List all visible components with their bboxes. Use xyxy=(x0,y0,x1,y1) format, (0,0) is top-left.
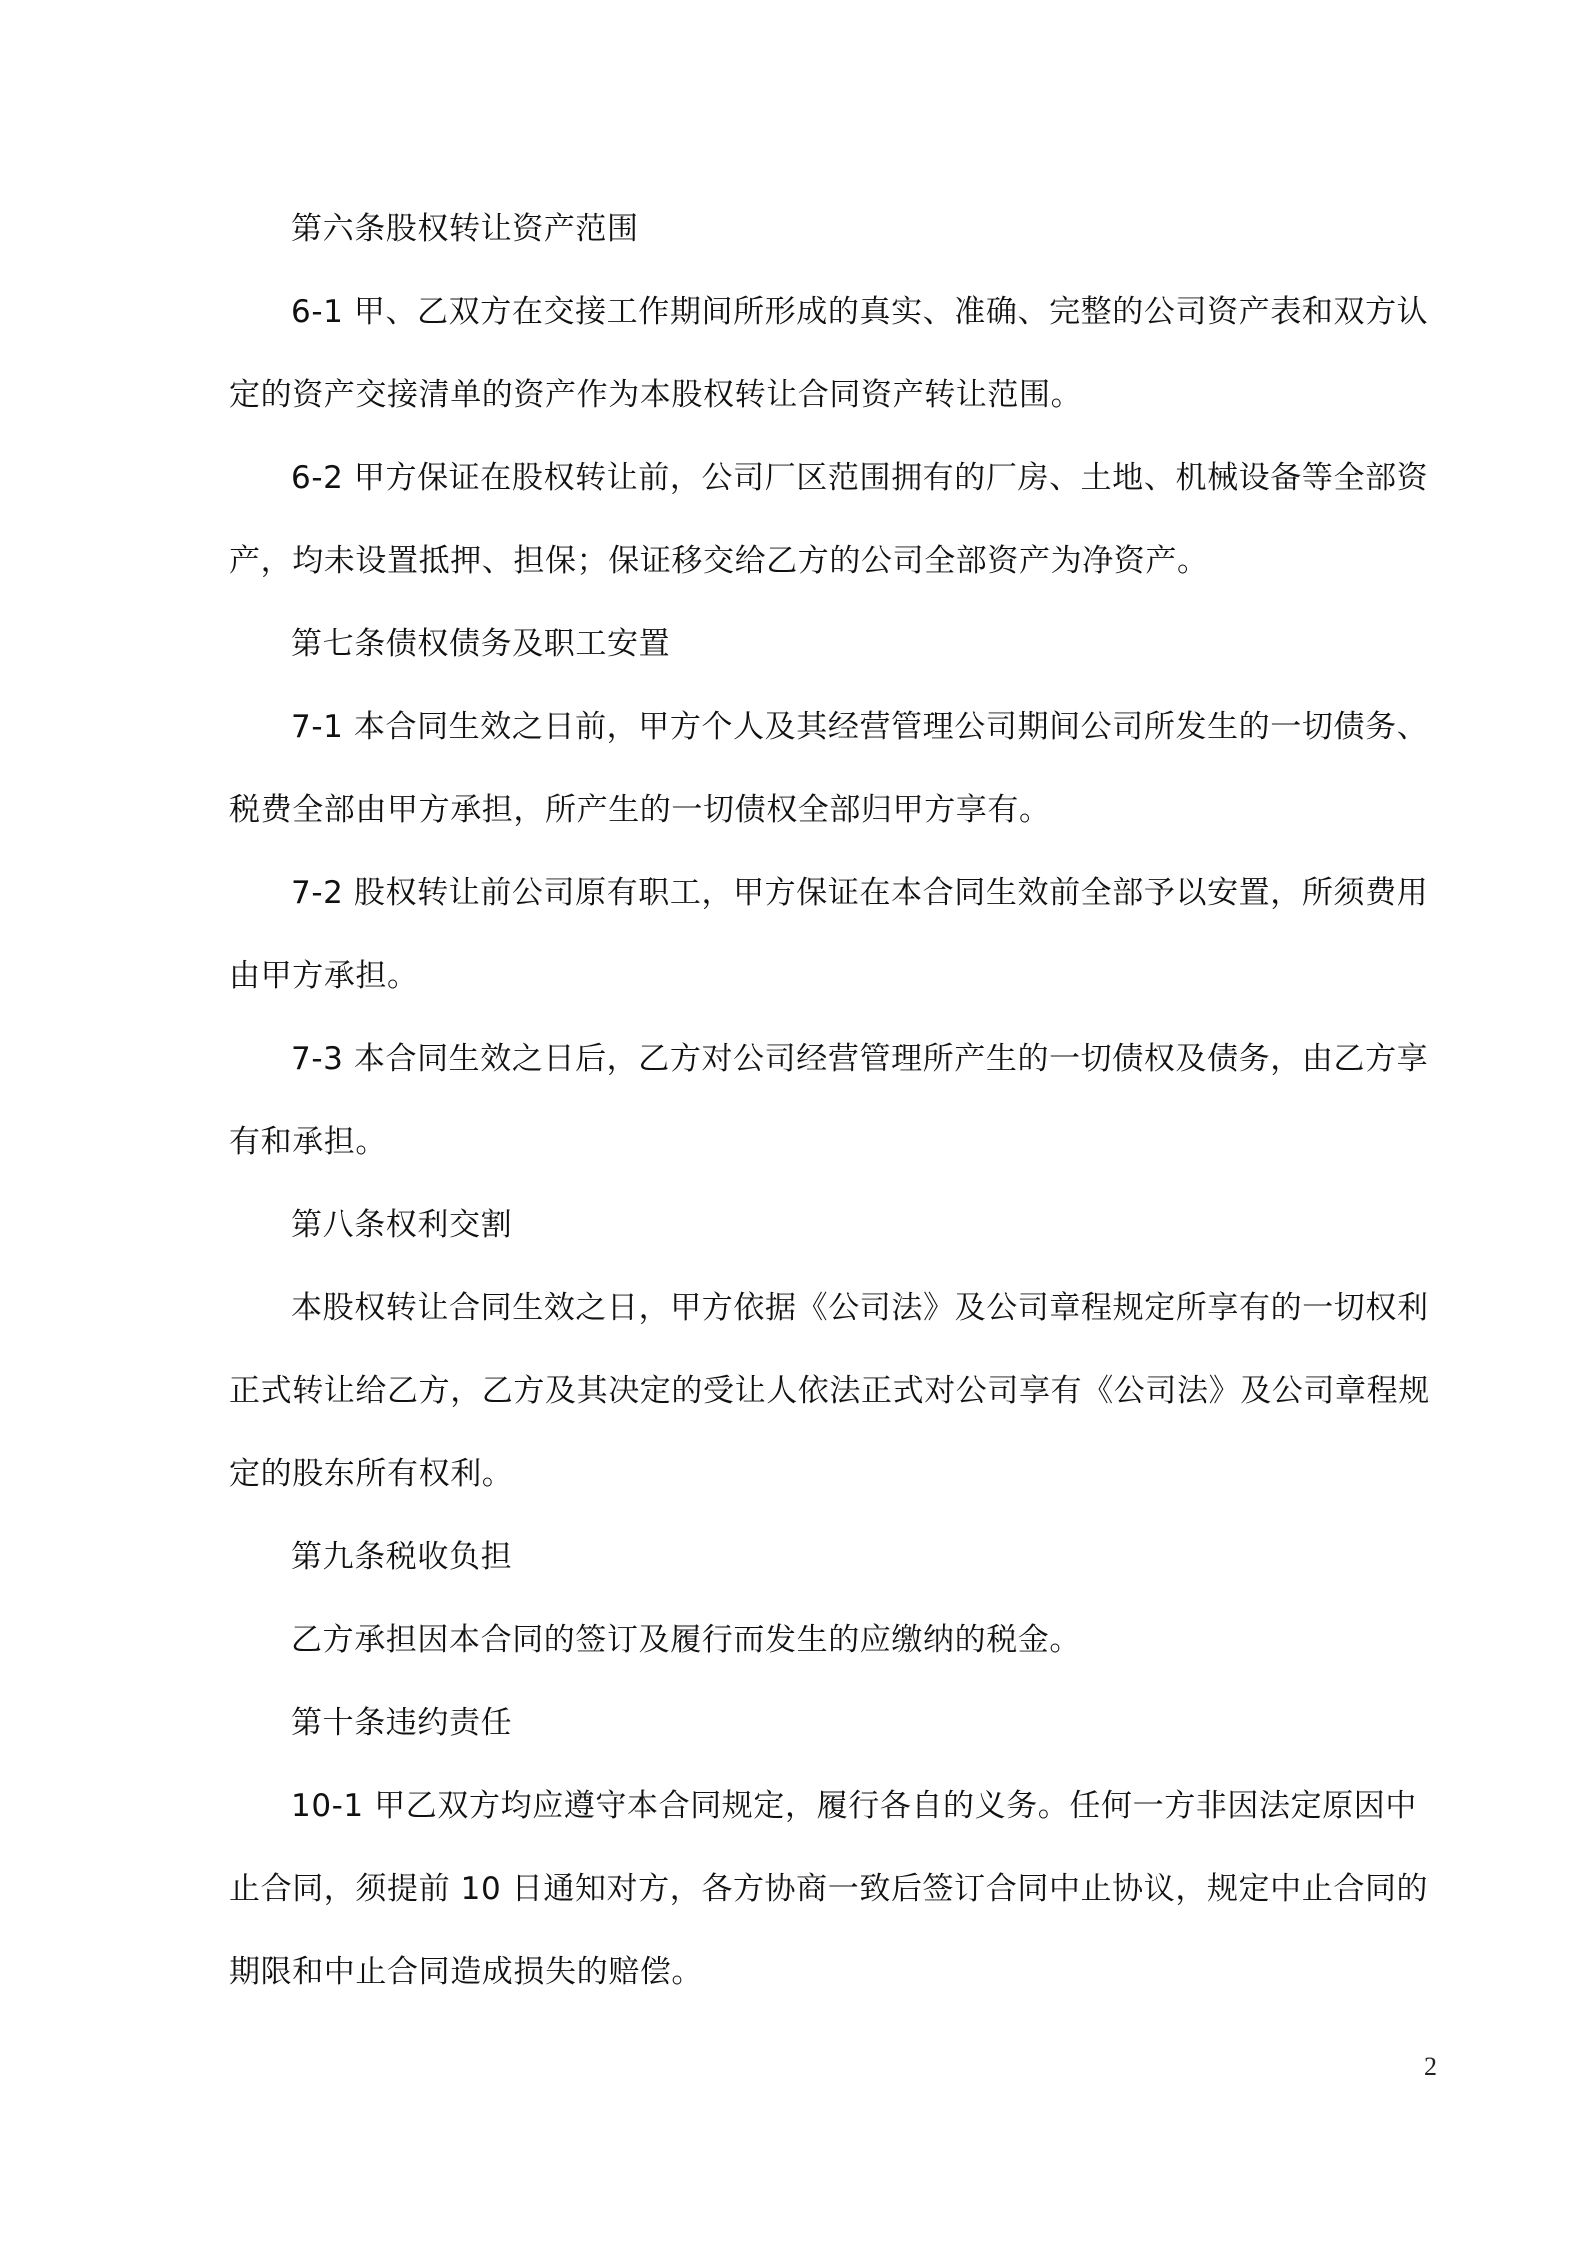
clause-6-2-line-2: 产，均未设置抵押、担保；保证移交给乙方的公司全部资产为净资产。 xyxy=(229,543,1209,579)
clause-7-3-line-2: 有和承担。 xyxy=(229,1124,387,1160)
clause-8-line-2: 正式转让给乙方，乙方及其决定的受让人依法正式对公司享有《公司法》及公司章程规 xyxy=(229,1373,1430,1409)
clause-8-line-3: 定的股东所有权利。 xyxy=(229,1456,514,1492)
clause-10-1-line-2: 止合同，须提前 10 日通知对方，各方协商一致后签订合同中止协议，规定中止合同的 xyxy=(229,1871,1429,1907)
clause-7-1-line-1: 7-1 本合同生效之日前，甲方个人及其经营管理公司期间公司所发生的一切债务、 xyxy=(291,709,1429,745)
clause-7-1-line-2: 税费全部由甲方承担，所产生的一切债权全部归甲方享有。 xyxy=(229,792,1051,828)
heading-article-8: 第八条权利交割 xyxy=(291,1207,513,1243)
clause-8-line-1: 本股权转让合同生效之日，甲方依据《公司法》及公司章程规定所享有的一切权利 xyxy=(291,1290,1429,1326)
clause-6-1-line-1: 6-1 甲、乙双方在交接工作期间所形成的真实、准确、完整的公司资产表和双方认 xyxy=(291,294,1429,330)
clause-6-1-line-2: 定的资产交接清单的资产作为本股权转让合同资产转让范围。 xyxy=(229,377,1083,413)
clause-10-1-line-3: 期限和中止合同造成损失的赔偿。 xyxy=(229,1954,703,1990)
heading-article-10: 第十条违约责任 xyxy=(291,1705,513,1741)
clause-6-2-line-1: 6-2 甲方保证在股权转让前，公司厂区范围拥有的厂房、土地、机械设备等全部资 xyxy=(291,460,1429,496)
page-number: 2 xyxy=(1424,2052,1437,2081)
heading-article-6: 第六条股权转让资产范围 xyxy=(291,211,639,247)
clause-9-line-1: 乙方承担因本合同的签订及履行而发生的应缴纳的税金。 xyxy=(291,1622,1081,1658)
clause-7-2-line-2: 由甲方承担。 xyxy=(229,958,419,994)
heading-article-9: 第九条税收负担 xyxy=(291,1539,513,1575)
clause-10-1-line-1: 10-1 甲乙双方均应遵守本合同规定，履行各自的义务。任何一方非因法定原因中 xyxy=(291,1788,1418,1824)
clause-7-2-line-1: 7-2 股权转让前公司原有职工，甲方保证在本合同生效前全部予以安置，所须费用 xyxy=(291,875,1429,911)
document-body xyxy=(229,198,1441,2024)
heading-article-7: 第七条债权债务及职工安置 xyxy=(291,626,671,662)
clause-7-3-line-1: 7-3 本合同生效之日后，乙方对公司经营管理所产生的一切债权及债务，由乙方享 xyxy=(291,1041,1429,1077)
